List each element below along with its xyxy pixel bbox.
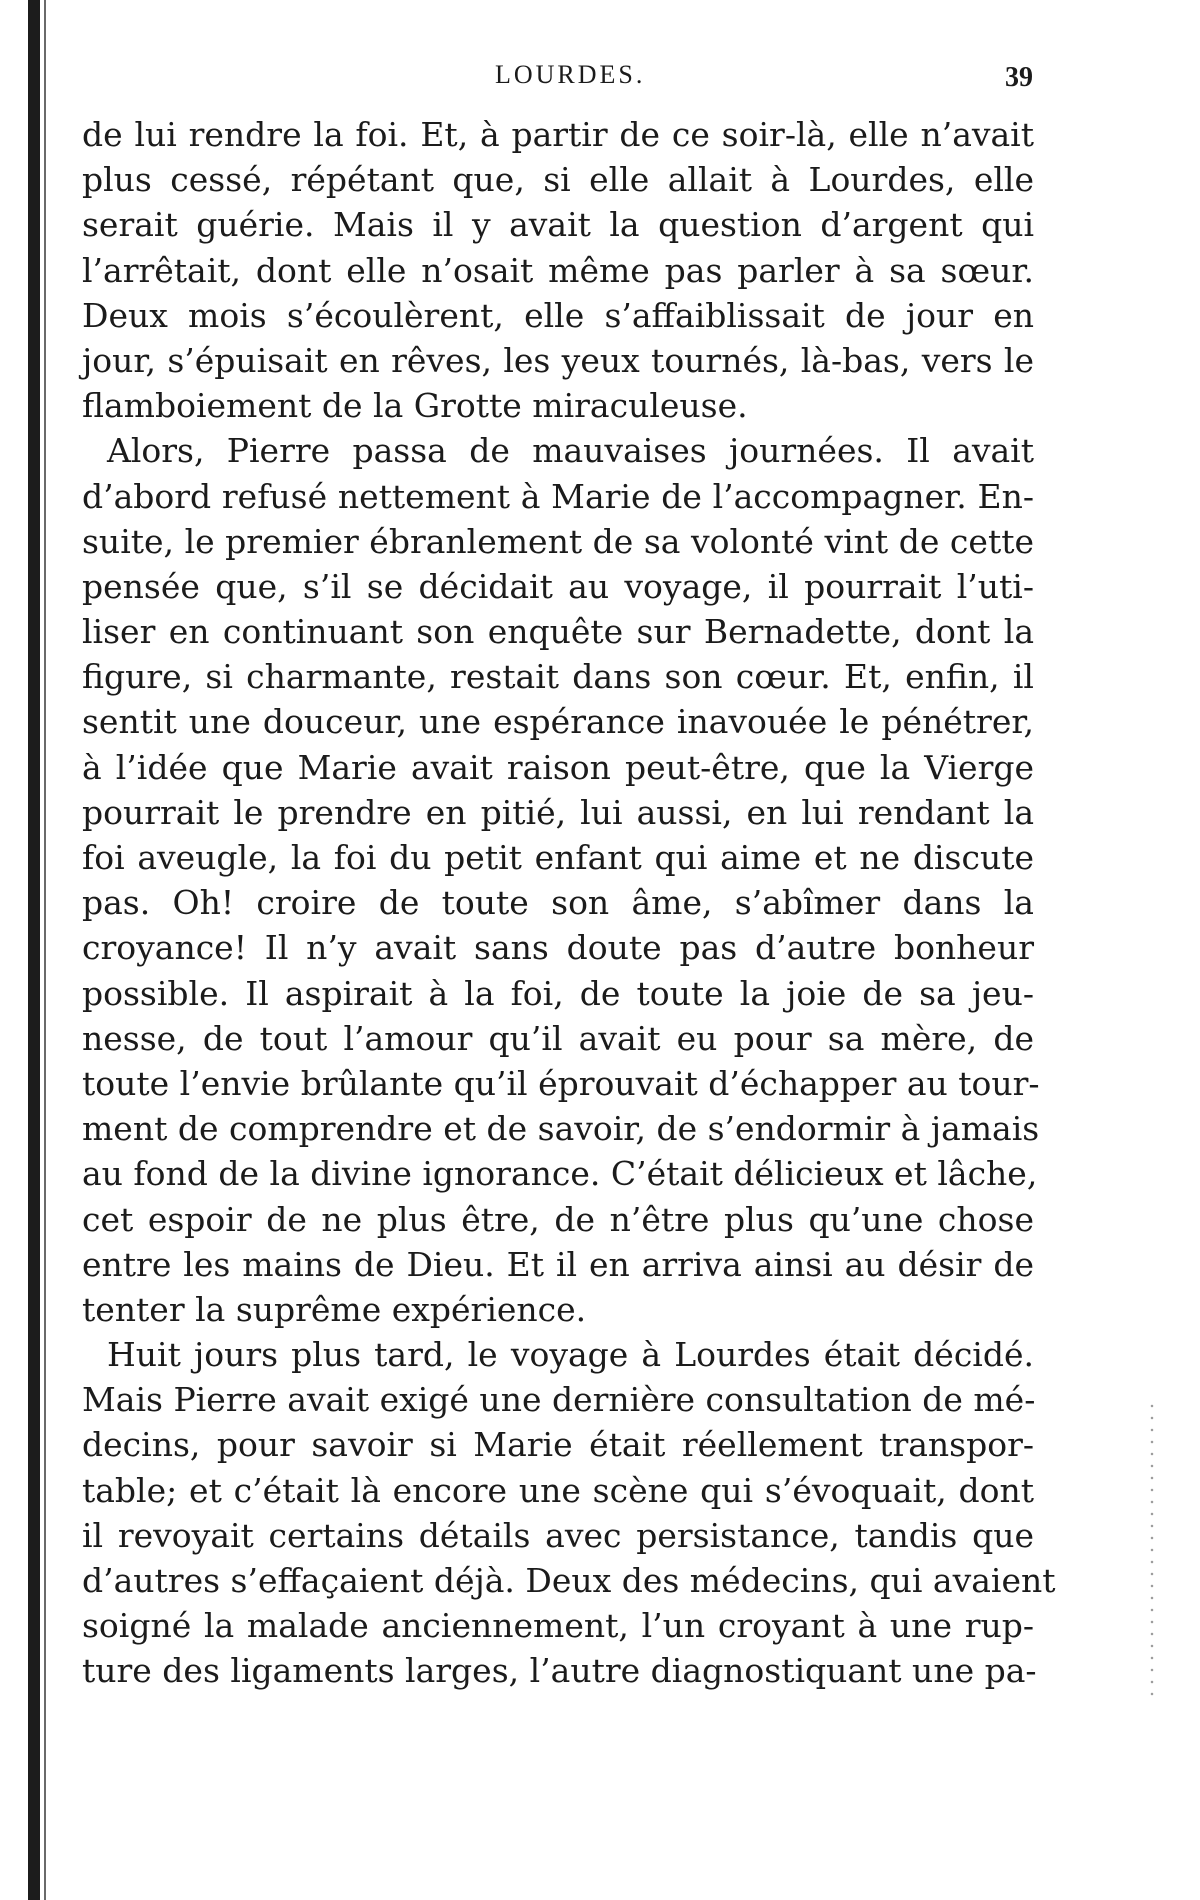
running-head: LOURDES. xyxy=(495,60,646,89)
text-line: l’arrêtait, dont elle n’osait même pas parler à sa sœur. xyxy=(82,250,1034,290)
text-line: à l’idée que Marie avait raison peut-être, que la Vierge xyxy=(82,747,1034,787)
text-line: foi aveugle, la foi du petit enfant qui aime et ne discute xyxy=(82,838,1034,877)
text-line: plus cessé, répétant que, si elle allait à Lourdes, elle xyxy=(82,160,1034,200)
text-line: toute l’envie brûlante qu’il éprouvait d’échapper au tour- xyxy=(82,1063,1040,1103)
text-line: Alors, Pierre passa de mauvaises journées. Il avait xyxy=(107,431,1034,471)
text-line: flamboiement de la Grotte miraculeuse. xyxy=(82,386,748,426)
text-line: Huit jours plus tard, le voyage à Lourdes était décidé. xyxy=(107,1335,1034,1375)
text-line: soigné la malade anciennement, l’un croyant à une rup- xyxy=(82,1606,1034,1646)
text-line: possible. Il aspirait à la foi, de toute la joie de sa jeu- xyxy=(82,973,1034,1013)
text-line: pas. Oh! croire de toute son âme, s’abîmer dans la xyxy=(82,883,1034,923)
text-line: ment de comprendre et de savoir, de s’endormir à jamais xyxy=(82,1109,1040,1149)
text-line: cet espoir de ne plus être, de n’être plus qu’une chose xyxy=(82,1199,1034,1239)
text-line: jour, s’épuisait en rêves, les yeux tournés, là-bas, vers le xyxy=(82,340,1034,380)
text-line: pensée que, s’il se décidait au voyage, il pourrait l’uti- xyxy=(82,566,1034,606)
text-line: au fond de la divine ignorance. C’était délicieux et lâche, xyxy=(82,1154,1038,1194)
page-binding-edge xyxy=(28,0,40,1900)
margin-dots-decoration xyxy=(1150,1400,1154,1700)
text-line: tenter la suprême expérience. xyxy=(82,1289,587,1329)
text-line: decins, pour savoir si Marie était réellement transpor- xyxy=(82,1425,1034,1465)
body-text xyxy=(82,112,1056,1694)
text-line: d’autres s’effaçaient déjà. Deux des médecins, qui avaient xyxy=(82,1561,1056,1600)
text-line: sentit une douceur, une espérance inavouée le pénétrer, xyxy=(82,702,1034,742)
text-line: d’abord refusé nettement à Marie de l’accompagner. En- xyxy=(82,476,1034,516)
text-line: table; et c’était là encore une scène qui s’évoquait, dont xyxy=(82,1470,1034,1510)
text-line: croyance! Il n’y avait sans doute pas d’autre bonheur xyxy=(82,928,1034,968)
text-line: figure, si charmante, restait dans son cœur. Et, enfin, il xyxy=(82,657,1034,697)
text-line: nesse, de tout l’amour qu’il avait eu pour sa mère, de xyxy=(82,1018,1034,1058)
page-binding-shadow xyxy=(44,0,46,1900)
text-line: Deux mois s’écoulèrent, elle s’affaiblissait de jour en xyxy=(82,295,1034,335)
text-line: Mais Pierre avait exigé une dernière consultation de mé- xyxy=(82,1380,1036,1420)
text-line: entre les mains de Dieu. Et il en arriva ainsi au désir de xyxy=(82,1244,1034,1284)
text-line: liser en continuant son enquête sur Bernadette, dont la xyxy=(82,612,1034,652)
text-line: suite, le premier ébranlement de sa volonté vint de cette xyxy=(82,521,1034,561)
text-line: ture des ligaments larges, l’autre diagnostiquant une pa- xyxy=(82,1651,1037,1691)
text-line: il revoyait certains détails avec persistance, tandis que xyxy=(82,1515,1034,1555)
text-line: de lui rendre la foi. Et, à partir de ce soir-là, elle n’avait xyxy=(82,115,1034,154)
text-line: serait guérie. Mais il y avait la question d’argent qui xyxy=(82,205,1034,245)
text-line: pourrait le prendre en pitié, lui aussi, en lui rendant la xyxy=(82,792,1034,832)
page-number: 39 xyxy=(1005,62,1033,93)
